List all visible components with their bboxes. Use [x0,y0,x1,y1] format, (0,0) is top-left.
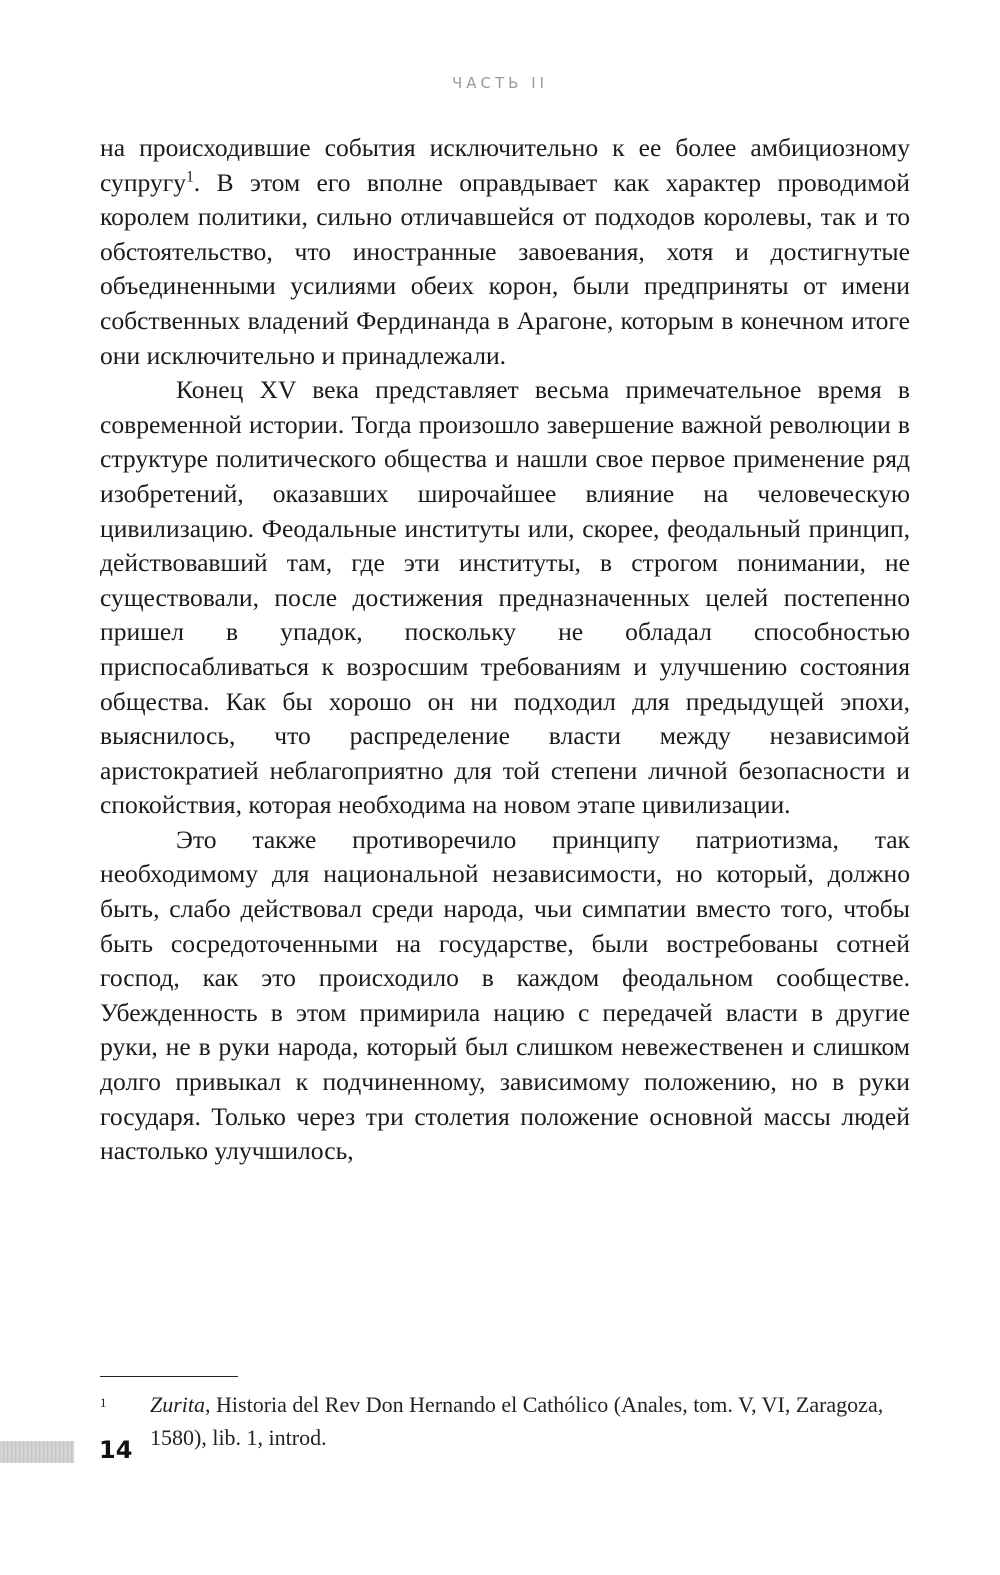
main-text [100,131,910,1169]
page-edge-mark [0,1441,74,1463]
paragraph-1 [100,131,910,373]
footnote-text: , Historia del Rev Don Hernando el Cathólico (Anales, tom. V, VI, Zaragoza, 1580), lib. 1, introd. [150,1392,884,1450]
page-number: 14 [99,1436,133,1464]
running-header: ЧАСТЬ II [451,74,549,92]
footnote-author: Zurita [150,1392,206,1417]
footnote [100,1388,915,1454]
paragraph-1-start: на происходившие события исключительно к ее более амбициозному супругу [100,133,910,197]
paragraph-2: Конец XV века представляет весьма примечательное время в современной истории. Тогда произошло завершение важной революции в структуре политического общества и нашли свое первое применение ряд изобретений, оказавших широчайшее влияние на человеческую цивилизацию. Феодальные институты или, скорее, феодальный принцип, действовавший там, где эти институты, в строгом понимании, не существовали, после достижения предназначенных целей постепенно пришел в упадок, поскольку не обладал способностью приспосабливаться к возросшим требованиям и улучшению состояния общества. Как бы хорошо он ни подходил для предыдущей эпохи, выяснилось, что распределение власти между независимой аристократией неблагоприятно для той степени личной безопасности и спокойствия, которая необходима на новом этапе цивилизации. [100,375,910,820]
footnote-separator [100,1376,238,1377]
footnote-reference[interactable]: 1 [186,168,194,186]
paragraph-1-end: . В этом его вполне оправдывает как характер проводимой королем политики, сильно отличавшейся от подходов королевы, так и то обстоятельство, что иностранные завоевания, хотя и достигнутые объединенными усилиями обеих корон, были предприняты от имени собственных владений Фердинанда в Арагоне, которым в конечном итоге они исключительно и принадлежали. [100,167,910,370]
footnote-marker: 1 [100,1395,107,1410]
footnote-body [150,1388,915,1454]
paragraph-3: Это также противоречило принципу патриотизма, так необходимому для национальной независимости, но который, должно быть, слабо действовал среди народа, чьи симпатии вместо того, чтобы быть сосредоточенными на государстве, были востребованы сотней господ, как это происходило в каждом феодальном сообществе. Убежденность в этом примирила нацию с передачей власти в другие руки, не в руки народа, который был слишком невежественен и слишком долго привыкал к подчиненному, зависимому положению, но в руки государя. Только через три столетия положение основной массы людей настолько улучшилось, [100,824,910,1166]
